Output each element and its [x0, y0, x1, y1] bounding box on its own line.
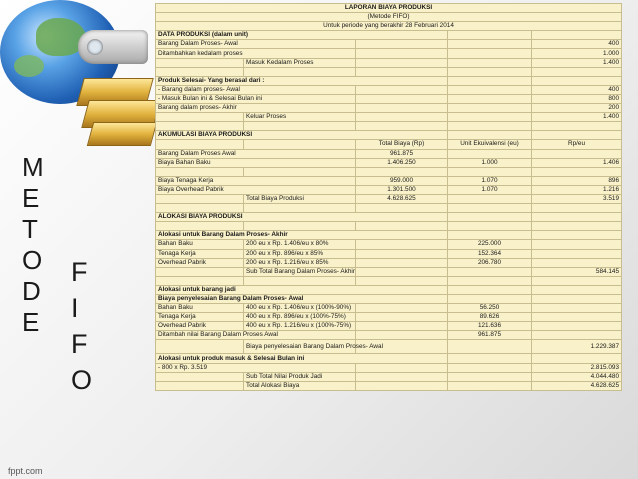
- row-label: [156, 267, 244, 276]
- section-label: Alokasi untuk produk masuk & Selesai Bulan ini: [156, 354, 448, 363]
- table-cell: [532, 222, 622, 231]
- table-cell: [356, 204, 448, 213]
- table-cell: [356, 267, 448, 276]
- row-label: Ditambahkan kedalam proses: [156, 49, 356, 58]
- table-cell: [532, 204, 622, 213]
- row-value: 1.000: [532, 49, 622, 58]
- row-label: [156, 372, 244, 381]
- column-header: Total Biaya (Rp): [356, 140, 448, 149]
- row-label: - Barang dalam proses- Awal: [156, 85, 356, 94]
- table-cell: [244, 122, 356, 131]
- table-cell: [532, 31, 622, 40]
- table-row: [156, 94, 622, 103]
- allocation-description: Sub Total Nilai Produk Jadi: [244, 372, 356, 381]
- table-cell: [156, 194, 244, 203]
- total-cost: 4.628.625: [356, 194, 448, 203]
- table-cell: [356, 381, 448, 390]
- row-label: Ditambah nilai Barang Dalam Proses Awal: [156, 331, 356, 340]
- table-cell: [356, 104, 448, 113]
- cost-per-unit: [532, 149, 622, 158]
- row-label: Tenaga Kerja: [156, 313, 244, 322]
- section-label: Produk Selesai- Yang berasal dari :: [156, 76, 448, 85]
- table-row: [156, 113, 622, 122]
- table-cell: [356, 249, 448, 258]
- table-cell: [448, 204, 532, 213]
- allocation-amount: [448, 267, 532, 276]
- row-label: Tenaga Kerja: [156, 249, 244, 258]
- table-cell: [356, 222, 448, 231]
- section-label: ALOKASI BIAYA PRODUKSI: [156, 213, 448, 222]
- report-title: LAPORAN BIAYA PRODUKSI: [156, 4, 622, 13]
- allocation-amount: 961.875: [448, 331, 532, 340]
- table-row: [156, 58, 622, 67]
- table-cell: [356, 113, 448, 122]
- table-cell: [356, 94, 448, 103]
- row-sublabel: Total Biaya Produksi: [244, 194, 356, 203]
- table-cell: [156, 58, 244, 67]
- table-cell: [244, 67, 356, 76]
- table-cell: [356, 67, 448, 76]
- vertical-letter: T: [22, 214, 38, 244]
- table-cell: [156, 67, 244, 76]
- allocation-amount: [448, 381, 532, 390]
- table-row: [156, 149, 622, 158]
- cost-per-unit: 896: [532, 176, 622, 185]
- vertical-letter: I: [71, 293, 79, 323]
- section-label: Alokasi untuk Barang Dalam Proses- Akhir: [156, 231, 448, 240]
- report-title-row: [156, 4, 622, 13]
- table-cell: [156, 222, 244, 231]
- key-hole: [87, 39, 103, 55]
- allocation-amount: [448, 363, 532, 372]
- vertical-text-metode: [22, 152, 44, 338]
- row-value: 800: [532, 94, 622, 103]
- allocation-total: 2.815.093: [532, 363, 622, 372]
- table-row: [156, 176, 622, 185]
- table-row: [156, 381, 622, 390]
- table-row: [156, 249, 622, 258]
- table-cell: [156, 113, 244, 122]
- table-cell: [356, 313, 448, 322]
- section-label: Alokasi untuk barang jadi: [156, 285, 448, 294]
- table-cell: [244, 167, 356, 176]
- table-row: [156, 85, 622, 94]
- table-cell: [244, 204, 356, 213]
- vertical-letter: F: [71, 329, 88, 359]
- table-cell: [244, 222, 356, 231]
- table-cell: [532, 295, 622, 304]
- table-cell: [532, 354, 622, 363]
- equivalent-units: [448, 149, 532, 158]
- table-cell: [356, 58, 448, 67]
- allocation-total: [532, 240, 622, 249]
- table-cell: [156, 122, 244, 131]
- row-label: Overhead Pabrik: [156, 322, 244, 331]
- table-row: [156, 276, 622, 285]
- table-cell: [448, 31, 532, 40]
- allocation-description: 200 eu x Rp. 896/eu x 85%: [244, 249, 356, 258]
- table-row: [156, 158, 622, 167]
- table-cell: [532, 67, 622, 76]
- allocation-amount: 152.364: [448, 249, 532, 258]
- row-value: 400: [532, 40, 622, 49]
- allocation-total: 4.044.480: [532, 372, 622, 381]
- table-cell: [532, 131, 622, 140]
- table-row: [156, 331, 622, 340]
- table-cell: [448, 276, 532, 285]
- row-sublabel: Keluar Proses: [244, 113, 356, 122]
- table-row: [156, 258, 622, 267]
- table-row: [156, 267, 622, 276]
- table-cell: [356, 304, 448, 313]
- allocation-description: 400 eu x Rp. 1.406/eu x (100%-90%): [244, 304, 356, 313]
- table-cell: [244, 140, 356, 149]
- row-value: 1.400: [532, 58, 622, 67]
- table-cell: [156, 204, 244, 213]
- vertical-letter: F: [71, 257, 88, 287]
- table-cell: [448, 222, 532, 231]
- allocation-total: [532, 304, 622, 313]
- cost-per-unit: 1.406: [532, 158, 622, 167]
- table-row: [156, 185, 622, 194]
- table-cell: [448, 167, 532, 176]
- table-cell: [532, 122, 622, 131]
- table-cell: [356, 372, 448, 381]
- table-row: [156, 49, 622, 58]
- watermark: fppt.com: [8, 466, 43, 476]
- table-cell: [448, 113, 532, 122]
- allocation-total: [532, 258, 622, 267]
- row-label: Bahan Baku: [156, 304, 244, 313]
- row-value: 1.400: [532, 113, 622, 122]
- table-row: [156, 194, 622, 203]
- table-cell: [356, 363, 448, 372]
- table-cell: [448, 295, 532, 304]
- table-cell: [448, 122, 532, 131]
- row-label: [156, 381, 244, 390]
- table-row: [156, 304, 622, 313]
- table-cell: [448, 94, 532, 103]
- vertical-letter: E: [22, 307, 40, 337]
- report-period: Untuk periode yang berakhir 28 Februari 2014: [156, 22, 622, 31]
- row-label: Barang Dalam Proses Awal: [156, 149, 356, 158]
- allocation-total: 4.628.625: [532, 381, 622, 390]
- table-cell: [356, 240, 448, 249]
- allocation-amount: [448, 340, 532, 354]
- table-row: [156, 213, 622, 222]
- table-row: [156, 295, 622, 304]
- row-value: 200: [532, 104, 622, 113]
- report-sheet: [155, 3, 621, 391]
- allocation-amount: 206.780: [448, 258, 532, 267]
- allocation-description: Sub Total Barang Dalam Proses- Akhir: [244, 267, 356, 276]
- table-cell: [448, 213, 532, 222]
- table-cell: [448, 49, 532, 58]
- total-cost: 1.406.250: [356, 158, 448, 167]
- table-cell: [356, 276, 448, 285]
- equivalent-units: 1.000: [448, 158, 532, 167]
- table-cell: [532, 167, 622, 176]
- column-header: Rp/eu: [532, 140, 622, 149]
- table-row: [156, 222, 622, 231]
- row-label: Overhead Pabrik: [156, 258, 244, 267]
- table-cell: [156, 276, 244, 285]
- table-cell: [448, 354, 532, 363]
- table-cell: [356, 49, 448, 58]
- vertical-letter: M: [22, 152, 44, 182]
- allocation-total: 584.145: [532, 267, 622, 276]
- key-image: [78, 30, 148, 64]
- table-cell: [448, 231, 532, 240]
- table-row: [156, 363, 622, 372]
- table-row: [156, 240, 622, 249]
- allocation-total: [532, 322, 622, 331]
- row-label: Barang dalam proses- Akhir: [156, 104, 356, 113]
- vertical-letter: O: [71, 365, 93, 395]
- allocation-amount: 225.000: [448, 240, 532, 249]
- table-cell: [448, 85, 532, 94]
- table-row: [156, 167, 622, 176]
- allocation-description: 200 eu x Rp. 1.406/eu x 80%: [244, 240, 356, 249]
- allocation-description: Biaya penyelesaian Barang Dalam Proses- Awal: [244, 340, 356, 354]
- table-row: [156, 67, 622, 76]
- section-label: Biaya penyelesaian Barang Dalam Proses- Awal: [156, 295, 448, 304]
- allocation-total: [532, 249, 622, 258]
- equivalent-units: 1.070: [448, 185, 532, 194]
- allocation-amount: [448, 372, 532, 381]
- report-table: [155, 3, 622, 391]
- table-row: [156, 204, 622, 213]
- allocation-description: 400 eu x Rp. 1.216/eu x (100%-75%): [244, 322, 356, 331]
- table-cell: [448, 131, 532, 140]
- allocation-description: 200 eu x Rp. 1.216/eu x 85%: [244, 258, 356, 267]
- table-cell: [448, 285, 532, 294]
- row-label: Barang Dalam Proses- Awal: [156, 40, 356, 49]
- allocation-amount: 56.250: [448, 304, 532, 313]
- allocation-total: [532, 313, 622, 322]
- vertical-text-fifo: [71, 254, 92, 398]
- total-cost: 961.875: [356, 149, 448, 158]
- cost-per-unit: 1.216: [532, 185, 622, 194]
- table-row: [156, 140, 622, 149]
- column-header: Unit Ekuivalensi (eu): [448, 140, 532, 149]
- row-label: Bahan Baku: [156, 240, 244, 249]
- equivalent-units: 1.070: [448, 176, 532, 185]
- cost-per-unit: 3.519: [532, 194, 622, 203]
- allocation-amount: 121.636: [448, 322, 532, 331]
- table-cell: [356, 331, 448, 340]
- table-row: [156, 354, 622, 363]
- row-label: [156, 340, 244, 354]
- equivalent-units: [448, 194, 532, 203]
- table-row: [156, 340, 622, 354]
- table-cell: [448, 104, 532, 113]
- table-cell: [532, 276, 622, 285]
- vertical-letter: E: [22, 183, 40, 213]
- table-row: [156, 131, 622, 140]
- table-row: [156, 372, 622, 381]
- section-label: DATA PRODUKSI (dalam unit): [156, 31, 448, 40]
- table-cell: [532, 213, 622, 222]
- row-value: 400: [532, 85, 622, 94]
- row-label: Biaya Bahan Baku: [156, 158, 356, 167]
- allocation-total: [532, 331, 622, 340]
- table-row: [156, 76, 622, 85]
- table-cell: [356, 122, 448, 131]
- table-cell: [532, 285, 622, 294]
- table-row: [156, 285, 622, 294]
- table-cell: [532, 76, 622, 85]
- gold-bar-image: [87, 122, 157, 146]
- table-cell: [356, 258, 448, 267]
- section-label: AKUMULASI BIAYA PRODUKSI: [156, 131, 448, 140]
- report-period-row: [156, 22, 622, 31]
- row-label: - Masuk Bulan ini & Selesai Bulan ini: [156, 94, 356, 103]
- table-row: [156, 313, 622, 322]
- table-cell: [244, 276, 356, 285]
- table-cell: [356, 167, 448, 176]
- allocation-description: 400 eu x Rp. 896/eu x (100%-75%): [244, 313, 356, 322]
- table-row: [156, 40, 622, 49]
- table-cell: [356, 40, 448, 49]
- row-label: Biaya Tenaga Kerja: [156, 176, 356, 185]
- table-cell: [448, 58, 532, 67]
- row-sublabel: Masuk Kedalam Proses: [244, 58, 356, 67]
- table-cell: [448, 76, 532, 85]
- report-method-row: [156, 13, 622, 22]
- globe-landmass: [14, 55, 44, 77]
- table-cell: [156, 167, 244, 176]
- table-row: [156, 104, 622, 113]
- table-row: [156, 231, 622, 240]
- report-method: (Metode FIFO): [156, 13, 622, 22]
- table-row: [156, 122, 622, 131]
- vertical-letter: D: [22, 276, 41, 306]
- total-cost: 959.000: [356, 176, 448, 185]
- table-cell: [448, 40, 532, 49]
- table-cell: [448, 67, 532, 76]
- table-cell: [532, 231, 622, 240]
- row-label: - 800 x Rp. 3.519: [156, 363, 356, 372]
- total-cost: 1.301.500: [356, 185, 448, 194]
- vertical-letter: O: [22, 245, 43, 275]
- allocation-total: 1.229.387: [532, 340, 622, 354]
- table-cell: [356, 85, 448, 94]
- allocation-description: Total Alokasi Biaya: [244, 381, 356, 390]
- table-cell: [156, 140, 244, 149]
- table-row: [156, 322, 622, 331]
- table-row: [156, 31, 622, 40]
- table-cell: [356, 322, 448, 331]
- allocation-amount: 89.626: [448, 313, 532, 322]
- row-label: Biaya Overhead Pabrik: [156, 185, 356, 194]
